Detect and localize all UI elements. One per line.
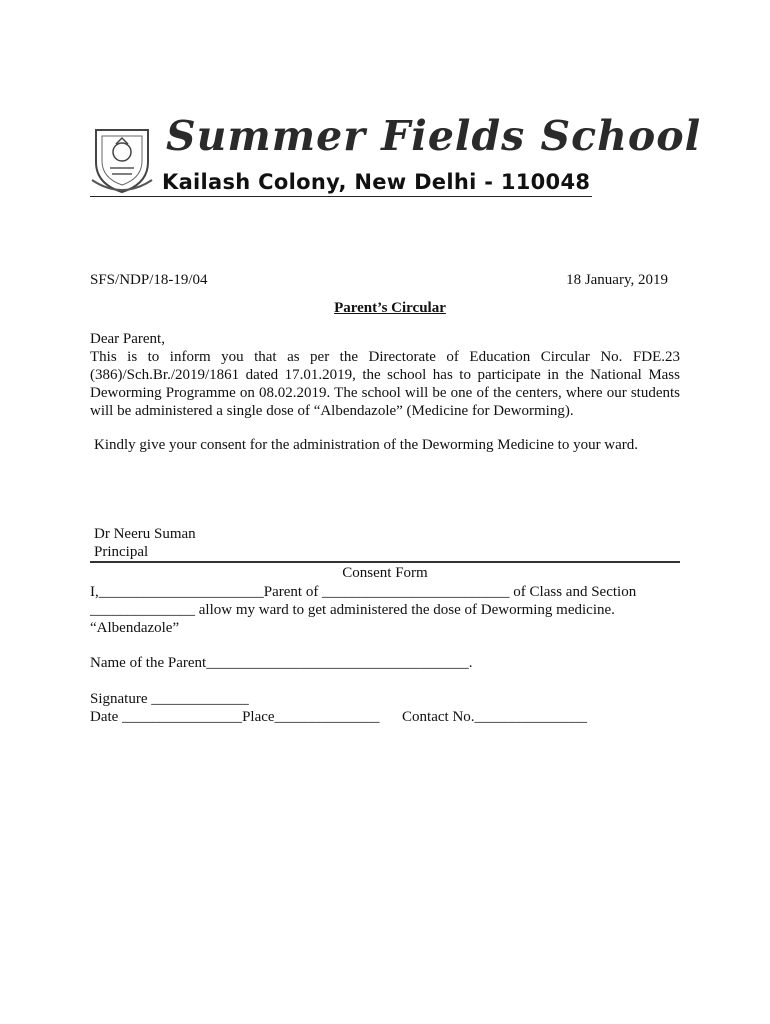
parent-name-field: Name of the Parent___________________________________. (90, 655, 473, 671)
consent-form-permission-line: ______________ allow my ward to get administered the dose of Deworming medicine. (90, 602, 615, 618)
body-line: This is to inform you that as per the Directorate of Education Circular No. FDE.23 (90, 349, 680, 365)
signature-field: Signature _____________ (90, 691, 249, 707)
school-crest-icon (90, 122, 154, 194)
body-line: will be administered a single dose of “Albendazole” (Medicine for Deworming). (90, 403, 574, 419)
consent-request: Kindly give your consent for the administration of the Deworming Medicine to your ward. (94, 437, 639, 453)
circular-title: Parent’s Circular (334, 300, 446, 316)
school-address: Kailash Colony, New Delhi - 110048 (162, 170, 591, 194)
circular-date: 18 January, 2019 (566, 272, 668, 288)
body-line: Deworming Programme on 08.02.2019. The school will be one of the centers, where our students (90, 385, 680, 401)
consent-form-parent-line: I,______________________Parent of _________________________ of Class and Section (90, 584, 637, 600)
school-name: Summer Fields School (166, 112, 702, 160)
body-paragraph (90, 348, 680, 420)
body-line: (386)/Sch.Br./2019/1861 dated 17.01.2019, the school has to participate in the National Mass (90, 367, 680, 383)
section-divider (90, 561, 680, 563)
consent-form-title: Consent Form (342, 565, 428, 581)
date-place-contact-fields: Date ________________Place______________ Contact No._______________ (90, 709, 588, 725)
signatory-designation: Principal (94, 544, 149, 560)
letterhead-rule (90, 196, 592, 197)
salutation: Dear Parent, (90, 331, 165, 347)
signatory-name: Dr Neeru Suman (94, 526, 196, 542)
consent-form-medicine-line: “Albendazole” (90, 620, 180, 636)
letterhead (90, 112, 702, 198)
reference-number: SFS/NDP/18-19/04 (90, 272, 208, 288)
